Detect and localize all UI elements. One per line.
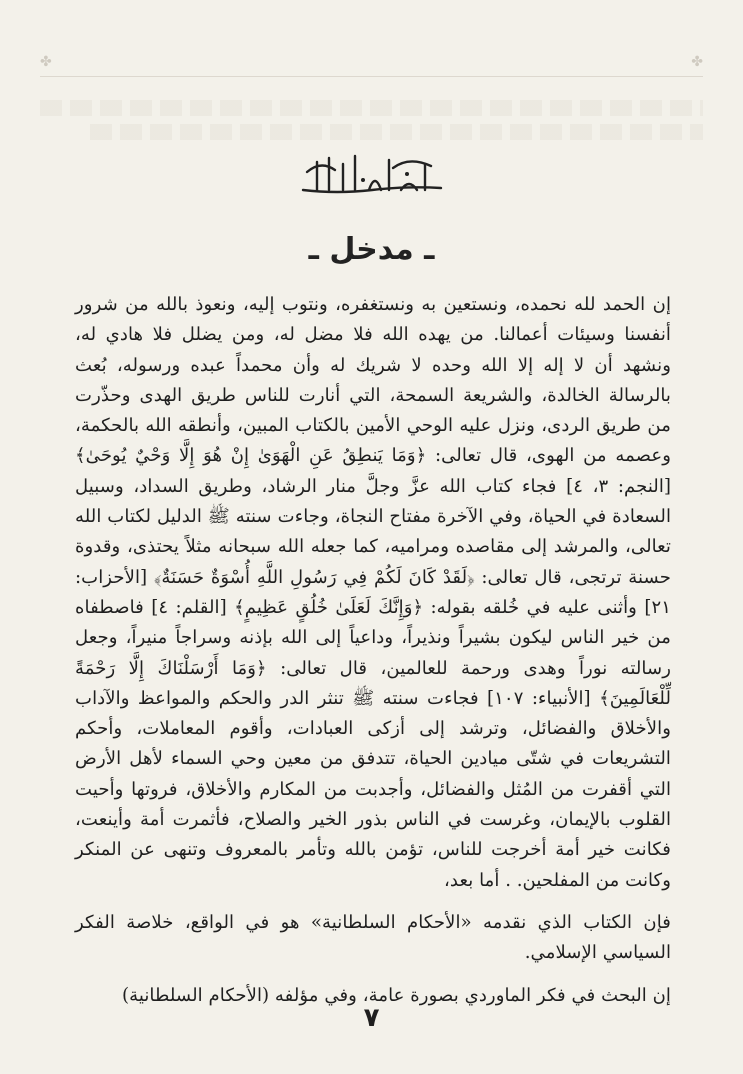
section-title: ـ مدخل ـ [308, 232, 435, 267]
page-number: ٧ [363, 1003, 380, 1033]
basmala-calligraphy [0, 150, 743, 198]
paragraph-mawardi: إن البحث في فكر الماوردي بصورة عامة، وفي مؤلفه (الأحكام السلطانية) [122, 984, 671, 1006]
header-ornament-icon: ✤ [691, 54, 703, 70]
basmala-calligraphy-icon [297, 150, 447, 198]
paragraph-intro: إن الحمد لله نحمده، ونستعين به ونستغفره، ونتوب إليه، ونعوذ بالله من شرور أنفسنا وسيئات أعمالنا. من يهده الله فلا مضل له، ومن يضلل فلا هادي له، ونشهد أن لا إله إلا الله وحده لا شريك له وأن محمداً عبده ورسوله، بُعث بالرسالة الخالدة، والشريعة السمحة، التي أنارت للناس طريق الهدى وحذّرت من طريق الردى، ونزل عليه الوحي الأمين بالكتاب المبين، وأنطقه الله بالحكمة، وعصمه من الهوى، قال تعالى: ﴿وَمَا يَنطِقُ عَنِ الْهَوَىٰ إِنْ هُوَ إِلَّا وَحْيٌ يُوحَىٰ﴾ [النجم: ٣، ٤] فجاء كتاب الله عزَّ وجلَّ منار الرشاد، وطريق السداد، وسبيل السعادة في الحياة، وفي الآخرة مفتاح النجاة، وجاءت سنته ﷺ الدليل لكتاب الله تعالى، والمرشد إلى مقاصده ومراميه، كما جعله الله سبحانه مثلاً يحتذى، وقدوة حسنة ترتجى، قال تعالى: ﴿لَقَدْ كَانَ لَكُمْ فِي رَسُولِ اللَّهِ أُسْوَةٌ حَسَنَةٌ﴾ [الأحزاب: ٢١] وأثنى عليه في خُلقه بقوله: ﴿وَإِنَّكَ لَعَلَىٰ خُلُقٍ عَظِيمٍ﴾ [القلم: ٤] فاصطفاه من خير الناس ليكون بشيراً ونذيراً، وداعياً إلى الله بإذنه وسراجاً منيراً، وجعل رسالته نوراً وهدى ورحمة للعالمين، قال تعالى: ﴿وَمَا أَرْسَلْنَاكَ إِلَّا رَحْمَةً لِّلْعَالَمِينَ﴾ [الأنبياء: ١٠٧] فجاءت سنته ﷺ تنثر الدر والحكم والمواعظ والآداب والأخلاق والفضائل، وترشد إلى أزكى العبادات، وأقوم المعاملات، وأحكم التشريعات في شتّى ميادين الحياة، تتدفق من معين وحي السماء لأهل الأرض التي أقفرت من المُثل والفضائل، وأجدبت من المكارم والأخلاق، فروتها وأحيت القلوب بالإيمان، وغرست في الناس بذور الخير والصلاح، فأثمرت أمة وأينعت، فكانت خير أمة أخرجت للناس، تؤمن بالله وتأمر بالمعروف وتنهى عن المنكر وكانت من المفلحين. . أما بعد، [75, 294, 672, 891]
bleedthrough-text [40, 100, 703, 116]
body-text [75, 290, 671, 1011]
header-ornament-icon: ✤ [40, 54, 52, 70]
bleedthrough-text [90, 124, 703, 140]
paragraph-book-intro: فإن الكتاب الذي نقدمه «الأحكام السلطانية» هو في الواقع، خلاصة الفكر السياسي الإسلامي. [75, 911, 671, 964]
running-header-bleedthrough [40, 54, 703, 77]
